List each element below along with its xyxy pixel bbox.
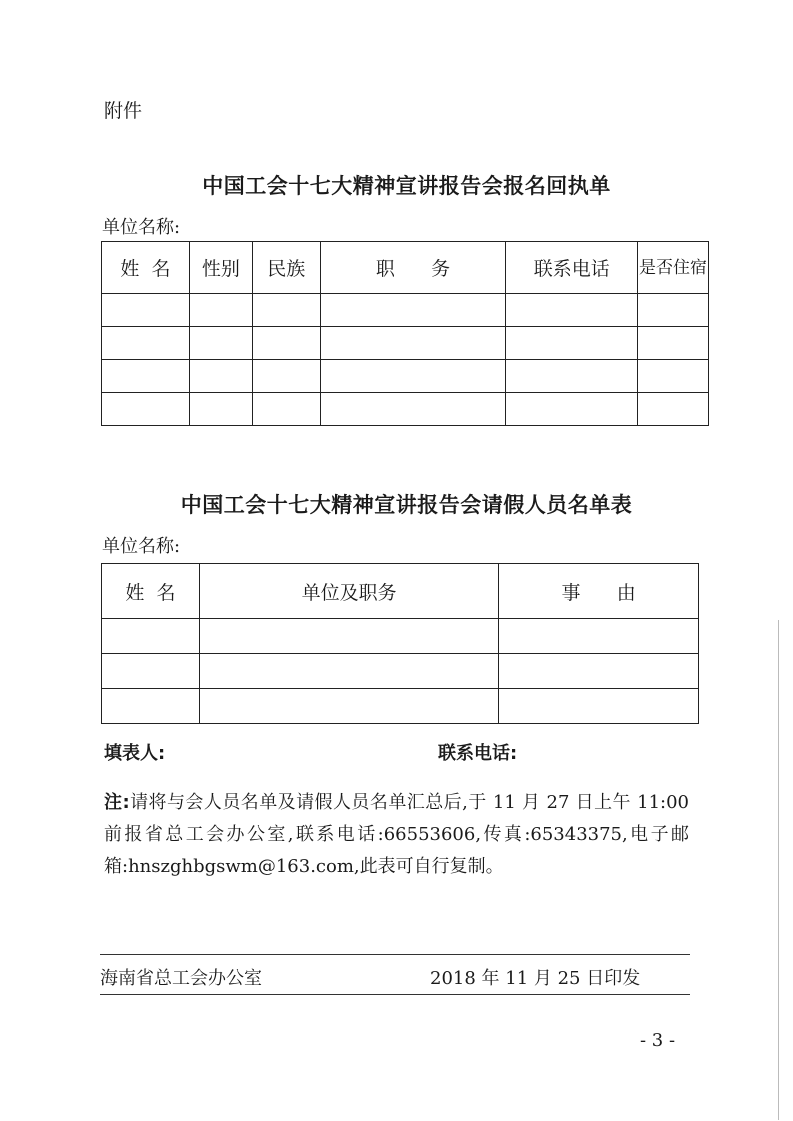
table-cell xyxy=(102,619,200,654)
leave-row xyxy=(102,654,699,689)
header-ethnicity: 民族 xyxy=(252,242,320,294)
form2-title: 中国工会十七大精神宣讲报告会请假人员名单表 xyxy=(180,493,633,517)
table-cell xyxy=(252,294,320,327)
leave-row xyxy=(102,619,699,654)
registration-row xyxy=(102,327,709,360)
table-cell xyxy=(506,327,638,360)
divider-top xyxy=(100,954,690,955)
leave-table xyxy=(101,563,699,724)
registration-row xyxy=(102,294,709,327)
table-cell xyxy=(102,393,190,426)
form2-unit-label: 单位名称: xyxy=(102,536,181,557)
registration-row xyxy=(102,360,709,393)
divider-bottom xyxy=(100,994,690,995)
table-cell xyxy=(638,294,709,327)
table-cell xyxy=(499,689,699,724)
table-cell xyxy=(199,619,498,654)
table-cell xyxy=(102,327,190,360)
note-paragraph xyxy=(104,787,689,883)
contact-phone-label: 联系电话: xyxy=(438,743,518,764)
table-cell xyxy=(102,654,200,689)
table-cell xyxy=(102,294,190,327)
table-cell xyxy=(102,689,200,724)
table-cell xyxy=(102,360,190,393)
table-cell xyxy=(189,327,252,360)
registration-table xyxy=(101,241,709,426)
header-name: 姓 名 xyxy=(102,564,200,619)
form1-title: 中国工会十七大精神宣讲报告会报名回执单 xyxy=(202,174,611,198)
table-cell xyxy=(199,654,498,689)
header-reason: 事 由 xyxy=(499,564,699,619)
form1-unit-label: 单位名称: xyxy=(102,217,181,238)
header-phone: 联系电话 xyxy=(506,242,638,294)
note-prefix: 注: xyxy=(104,792,130,813)
header-name: 姓 名 xyxy=(102,242,190,294)
table-cell xyxy=(638,360,709,393)
header-lodging: 是否住宿 xyxy=(638,242,709,294)
table-cell xyxy=(320,360,506,393)
header-unit-position: 单位及职务 xyxy=(199,564,498,619)
table-cell xyxy=(199,689,498,724)
table-cell xyxy=(252,360,320,393)
issue-date: 2018 年 11 月 25 日印发 xyxy=(430,968,641,989)
table-cell xyxy=(638,327,709,360)
header-gender: 性别 xyxy=(189,242,252,294)
leave-row xyxy=(102,689,699,724)
table-cell xyxy=(506,393,638,426)
registration-row xyxy=(102,393,709,426)
table-cell xyxy=(499,654,699,689)
attachment-label: 附件 xyxy=(104,100,143,122)
table-cell xyxy=(499,619,699,654)
table-cell xyxy=(189,294,252,327)
header-position: 职 务 xyxy=(320,242,506,294)
issuer: 海南省总工会办公室 xyxy=(100,968,262,989)
table-cell xyxy=(189,393,252,426)
table-cell xyxy=(320,327,506,360)
table-cell xyxy=(320,393,506,426)
table-cell xyxy=(252,393,320,426)
table-cell xyxy=(506,294,638,327)
note-text: 请将与会人员名单及请假人员名单汇总后,于 11 月 27 日上午 11:00 前报省总工会办公室,联系电话:66553606,传真:65343375,电子邮箱:hnszghbgswm@163.com,此表可自行复制。 xyxy=(104,792,690,877)
table-cell xyxy=(506,360,638,393)
table-cell xyxy=(320,294,506,327)
filler-label: 填表人: xyxy=(104,743,166,764)
scan-edge-line xyxy=(778,620,779,1120)
page-number: - 3 - xyxy=(640,1030,676,1051)
table-cell xyxy=(638,393,709,426)
leave-header-row xyxy=(102,564,699,619)
registration-header-row xyxy=(102,242,709,294)
table-cell xyxy=(189,360,252,393)
table-cell xyxy=(252,327,320,360)
